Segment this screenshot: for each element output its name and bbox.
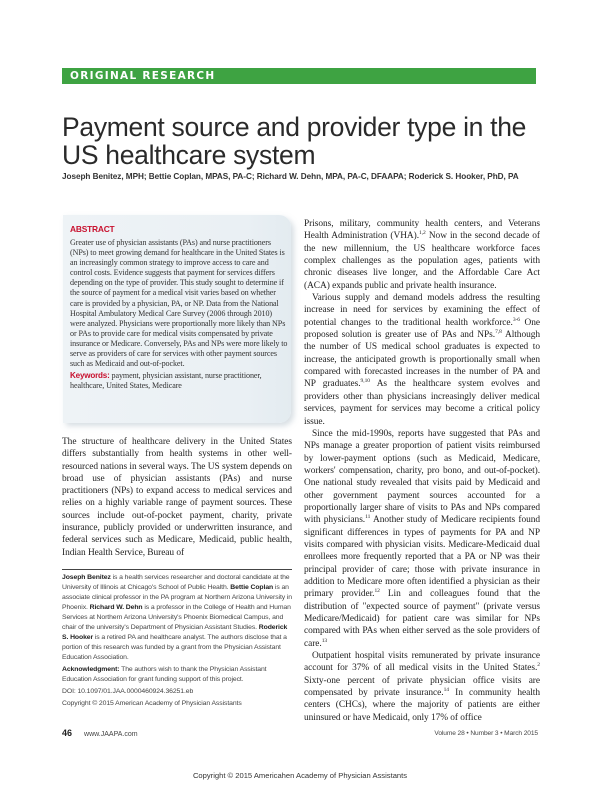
body-paragraph: Various supply and demand models address the resulting increase in need for services by examining the effect of potential changes to the traditional health workforce.$^{3-6}$ One proposed solution is greater use of PAs and NPs.$^{7,8}$ Although the number of US medical school graduates is expected to increase, the anticipated growth is proportionally small when compared with forecasted increases in the number of PA and NP graduates.$^{9,10}$ As the healthcare system evolves and providers other than physicians increasingly deliver medical services, payment for services may become a critical policy issue. <box>304 293 540 427</box>
abstract-heading: ABSTRACT <box>70 224 115 234</box>
right-column-body <box>304 218 540 724</box>
author-bio-text: is a health services researcher and doctoral candidate at the University of Illinois at Chicago's School of Public Health. <box>62 574 290 591</box>
issue-info: Volume 28 • Number 3 • March 2015 <box>434 730 538 737</box>
citation[interactable]: 7,8 <box>495 328 502 335</box>
author-bio-text: is a professor in the College of Health and Human Services at Northern Arizona University's Phoenix Biomedical Campus, and chair of the university's Department of Physician Assistant Studies. <box>62 604 291 631</box>
doi[interactable]: DOI: 10.1097/01.JAA.0000460924.36251.eb <box>62 688 194 695</box>
body-paragraph: The structure of healthcare delivery in the United States differs substantially from health systems in other well-resourced nations in several ways. The US system depends on broad use of physician assistants (PAs) and nurse practitioners (NPs) to expand access to medical services and relies on a highly variable range of payment sources. These sources include out-of-pocket payment, charity, private insurance, publicly provided or underwritten insurance, and federal services such as Medicare, Medicaid, public health, Indian Health Service, Bureau of <box>62 437 292 558</box>
citation[interactable]: 1,2 <box>419 230 426 237</box>
body-paragraph: Since the mid-1990s, reports have suggested that PAs and NPs manage a greater proportion of patient visits reimbursed by lower-payment options (such as Medicaid, Medicare, workers' compensation, charity, pro bono, and out-of-pocket). One national study revealed that visits paid by Medicaid and other government payment sources accounted for a proportionally larger share of visits to PAs and NPs compared with physicians.$^{11}$ Another study of Medicare recipients found significant differences in types of payments for PA and NP visits compared with physician visits. Medicare-Medicaid dual enrollees more frequently reported that a PA or NP was their principal provider of care; those with private insurance in addition to Medicare more often identified a physician as their primary provider.$^{12}$ Lin and colleagues found that the distribution of "expected source of payment" (private versus Medicare/Medicaid) for patient care was similar for NPs compared with PAs when either served as the sole providers of care.$^{13}$ <box>304 428 540 649</box>
section-banner <box>62 68 536 84</box>
journal-website-link[interactable]: www.JAAPA.com <box>84 731 138 738</box>
page-copyright-footer: Copyright © 2015 Americahen Academy of Physician Assistants <box>192 771 408 780</box>
acknowledgment <box>62 665 294 685</box>
abstract-box <box>63 215 291 423</box>
citation[interactable]: 2 <box>537 662 540 669</box>
citation[interactable]: 11 <box>365 514 371 521</box>
author-bios <box>62 573 294 663</box>
left-column-body <box>62 436 292 559</box>
author-bio-text: is a retired PA and healthcare analyst. The authors disclose that a portion of this research was funded by a grant from the Physician Assistant Education Association. <box>62 634 287 661</box>
abstract-text: Greater use of physician assistants (PAs) and nurse practitioners (NPs) to meet growing demand for healthcare in the United States is an increasingly common strategy to improve access to care and control costs. Evidence suggests that payment for services differs depending on the type of provider. This study sought to determine if the source of payment for a medical visit varies based on whether care is provided by a physician, PA, or NP. Data from the National Hospital Ambulatory Medical Care Survey (2006 through 2010) were analyzed. Physicians were proportionally more likely than NPs or PAs to provide care for medical visits compensated by private insurance or Medicare. Conversely, PAs and NPs were more likely to serve as providers of care for services with other payment sources such as Medicaid and out-of-pocket. <box>70 238 288 369</box>
acknowledgment-text: The authors wish to thank the Physician Assistant Education Association for grant funding support of this project. <box>62 666 267 683</box>
author-bio-name: Roderick S. Hooker <box>62 624 288 641</box>
author-bio-name: Richard W. Dehn <box>89 604 143 611</box>
citation[interactable]: 14 <box>443 686 449 693</box>
keywords-label: Keywords: <box>70 371 110 381</box>
citation[interactable]: 12 <box>374 588 380 595</box>
article-title: Payment source and provider type in the US healthcare system <box>62 112 527 170</box>
author-bio-text: is an associate clinical professor in the PA program at Northern Arizona University in Phoenix. <box>62 584 292 611</box>
section-label: ORIGINAL RESEARCH <box>70 70 216 82</box>
acknowledgment-label: Acknowledgment: <box>62 666 120 673</box>
author-byline: Joseph Benitez, MPH; Bettie Coplan, MPAS, PA-C; Richard W. Dehn, MPA, PA-C, DFAAPA; Roderick S. Hooker, PhD, PA <box>62 172 519 181</box>
keywords <box>70 371 288 391</box>
keywords-list: payment, physician assistant, nurse practitioner, healthcare, United States, Medicare <box>70 371 262 391</box>
abstract-body <box>70 238 288 391</box>
author-bio-name: Bettie Coplan <box>230 584 274 591</box>
author-notes <box>62 573 294 709</box>
footer-left <box>62 728 138 738</box>
citation[interactable]: 9,10 <box>360 378 370 385</box>
article-copyright: Copyright © 2015 American Academy of Physician Assistants <box>62 700 242 707</box>
author-notes-divider <box>62 569 292 570</box>
author-bio-name: Joseph Benitez <box>62 574 111 581</box>
citation[interactable]: 13 <box>321 637 328 644</box>
body-paragraph: Outpatient hospital visits remunerated by private insurance account for 37% of all medical visits in the United States.$^2$ Sixty-one percent of private physician office visits are compensated by private insurance.$^{14}$ In community health centers (CHCs), where the majority of patients are either uninsured or have Medicaid, only 17% of office <box>304 651 540 723</box>
body-paragraph: Prisons, military, community health centers, and Veterans Health Administration (VHA).$^{1,2}$ Now in the second decade of the new millennium, the US healthcare workforce faces complex challenges as the population ages, patients with chronic diseases live longer, and the Affordable Care Act (ACA) expands public and private health insurance. <box>304 219 540 291</box>
page-number: 46 <box>62 728 73 738</box>
citation[interactable]: 3-6 <box>512 316 520 323</box>
